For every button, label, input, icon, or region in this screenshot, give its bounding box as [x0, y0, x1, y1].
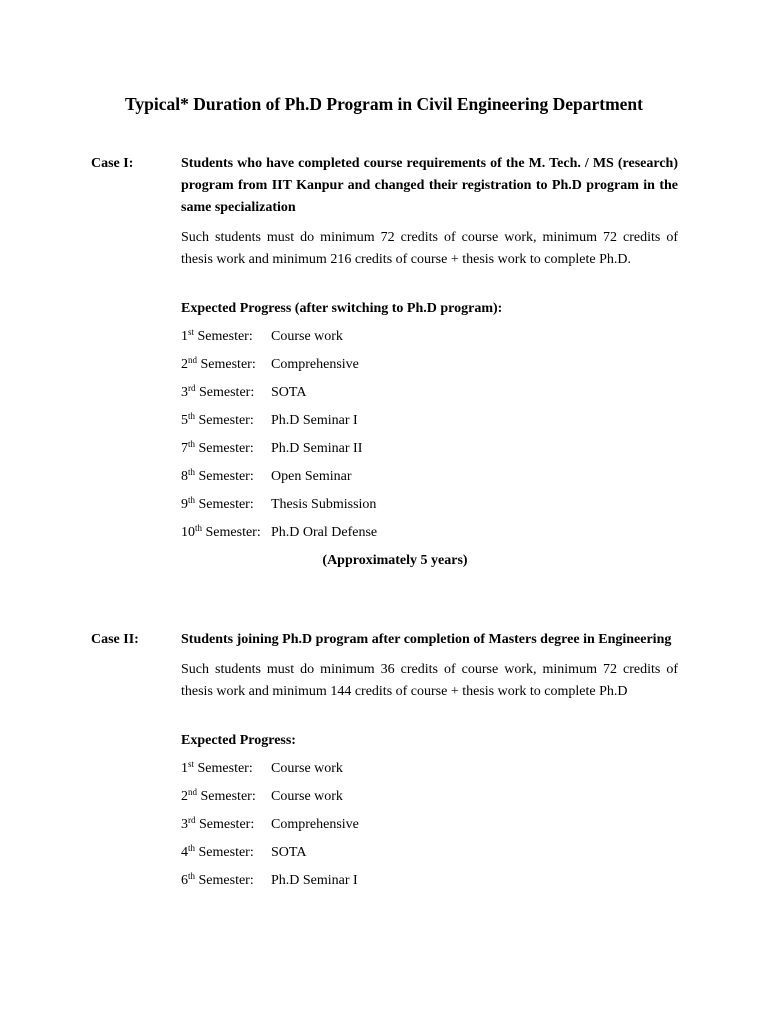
case-1-approx-duration: (Approximately 5 years)	[322, 553, 468, 568]
semester-ordinal-suffix: th	[188, 495, 196, 505]
semester-row	[181, 870, 678, 898]
semester-word: Semester:	[202, 525, 261, 540]
semester-row	[181, 382, 678, 410]
semester-row	[181, 354, 678, 382]
semester-label	[181, 466, 271, 488]
case-2-body	[181, 629, 678, 898]
semester-number: 3	[181, 385, 188, 400]
semester-word: Semester:	[195, 845, 254, 860]
semester-label	[181, 814, 271, 836]
semester-number: 8	[181, 469, 188, 484]
semester-row	[181, 438, 678, 466]
semester-row	[181, 410, 678, 438]
case-2-progress-title: Expected Progress:	[181, 733, 296, 748]
semester-ordinal-suffix: rd	[188, 815, 196, 825]
case-2-description: Such students must do minimum 36 credits of course work, minimum 72 credits of thesis work and minimum 144 credits of course + thesis work to complete Ph.D	[181, 662, 678, 699]
semester-ordinal-suffix: th	[188, 871, 196, 881]
case-1-heading: Students who have completed course requirements of the M. Tech. / MS (research) program from IIT Kanpur and changed their registration to Ph.D program in the same specialization	[181, 156, 678, 215]
semester-word: Semester:	[195, 469, 254, 484]
semester-label	[181, 438, 271, 460]
semester-activity: Ph.D Seminar II	[271, 441, 363, 456]
semester-number: 3	[181, 817, 188, 832]
semester-word: Semester:	[195, 497, 254, 512]
semester-word: Semester:	[195, 413, 254, 428]
semester-number: 4	[181, 845, 188, 860]
semester-ordinal-suffix: rd	[188, 383, 196, 393]
semester-word: Semester:	[195, 385, 255, 400]
case-1-body	[181, 153, 678, 572]
case-1-progress-title: Expected Progress (after switching to Ph.D program):	[181, 301, 503, 316]
semester-label	[181, 410, 271, 432]
semester-number: 1	[181, 761, 188, 776]
semester-activity: Ph.D Seminar I	[271, 873, 358, 888]
semester-word: Semester:	[194, 761, 253, 776]
semester-activity: Ph.D Seminar I	[271, 413, 358, 428]
semester-label	[181, 870, 271, 892]
semester-row	[181, 786, 678, 814]
semester-ordinal-suffix: nd	[188, 787, 197, 797]
semester-row	[181, 814, 678, 842]
semester-row	[181, 326, 678, 354]
semester-word: Semester:	[195, 817, 255, 832]
case-1-description: Such students must do minimum 72 credits of course work, minimum 72 credits of thesis work and minimum 216 credits of course + thesis work to complete Ph.D.	[181, 230, 678, 267]
semester-label	[181, 522, 271, 544]
semester-activity: Ph.D Oral Defense	[271, 525, 378, 540]
semester-row	[181, 494, 678, 522]
semester-row	[181, 466, 678, 494]
semester-word: Semester:	[197, 789, 256, 804]
case-1-label: Case I:	[91, 156, 134, 171]
semester-activity: Comprehensive	[271, 817, 359, 832]
semester-activity: Course work	[271, 329, 343, 344]
semester-number: 6	[181, 873, 188, 888]
semester-activity: Thesis Submission	[271, 497, 377, 512]
semester-label	[181, 842, 271, 864]
semester-word: Semester:	[195, 873, 254, 888]
semester-number: 2	[181, 789, 188, 804]
semester-row	[181, 842, 678, 870]
semester-label	[181, 758, 271, 780]
semester-activity: SOTA	[271, 385, 307, 400]
semester-word: Semester:	[195, 441, 254, 456]
case-1-semester-list	[181, 326, 678, 550]
case-2-semester-list	[181, 758, 678, 898]
semester-number: 2	[181, 357, 188, 372]
semester-ordinal-suffix: th	[188, 843, 196, 853]
semester-ordinal-suffix: th	[188, 439, 196, 449]
semester-ordinal-suffix: st	[188, 759, 195, 769]
semester-row	[181, 522, 678, 550]
semester-ordinal-suffix: th	[188, 467, 196, 477]
semester-number: 10	[181, 525, 195, 540]
semester-activity: Comprehensive	[271, 357, 359, 372]
semester-label	[181, 354, 271, 376]
semester-ordinal-suffix: th	[188, 411, 196, 421]
semester-number: 5	[181, 413, 188, 428]
semester-activity: SOTA	[271, 845, 307, 860]
semester-row	[181, 758, 678, 786]
semester-ordinal-suffix: nd	[188, 355, 197, 365]
semester-label	[181, 786, 271, 808]
case-2-heading: Students joining Ph.D program after completion of Masters degree in Engineering	[181, 632, 672, 647]
semester-number: 7	[181, 441, 188, 456]
semester-word: Semester:	[197, 357, 256, 372]
semester-number: 9	[181, 497, 188, 512]
semester-activity: Course work	[271, 789, 343, 804]
page-title: Typical* Duration of Ph.D Program in Civil Engineering Department	[124, 94, 643, 114]
semester-label	[181, 494, 271, 516]
semester-label	[181, 326, 271, 348]
case-2-label: Case II:	[91, 632, 139, 647]
semester-activity: Course work	[271, 761, 343, 776]
semester-label	[181, 382, 271, 404]
semester-activity: Open Seminar	[271, 469, 352, 484]
semester-ordinal-suffix: st	[188, 327, 195, 337]
semester-number: 1	[181, 329, 188, 344]
semester-ordinal-suffix: th	[195, 523, 203, 533]
semester-word: Semester:	[194, 329, 253, 344]
